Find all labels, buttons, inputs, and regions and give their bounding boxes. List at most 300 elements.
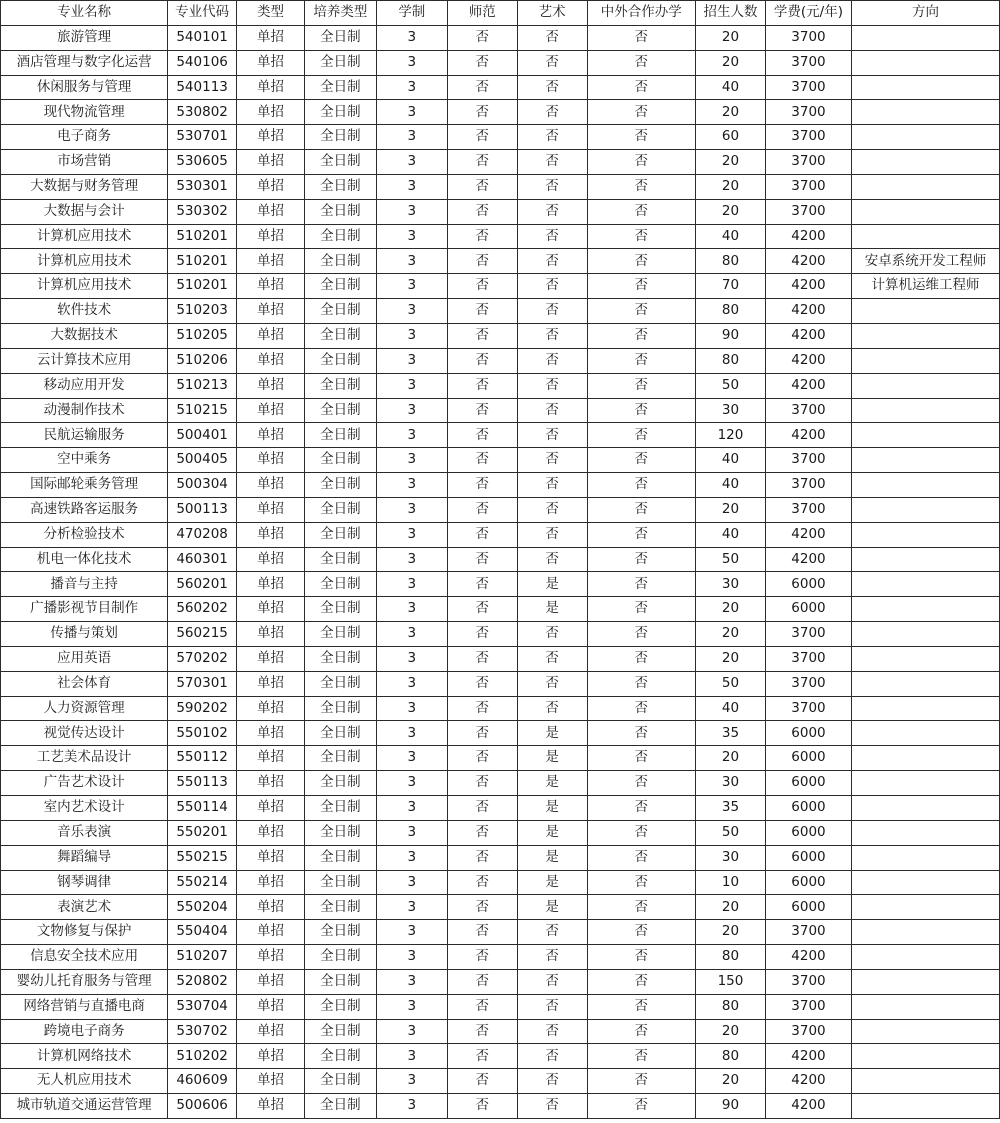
cell-major-code: 560202 bbox=[168, 597, 237, 622]
cell-sino-foreign: 否 bbox=[587, 1069, 695, 1094]
cell-direction bbox=[852, 646, 1000, 671]
cell-major-name: 休闲服务与管理 bbox=[1, 75, 168, 100]
cell-art: 否 bbox=[517, 373, 587, 398]
cell-major-name: 计算机应用技术 bbox=[1, 224, 168, 249]
cell-major-name: 移动应用开发 bbox=[1, 373, 168, 398]
cell-duration: 3 bbox=[376, 771, 447, 796]
cell-direction bbox=[852, 721, 1000, 746]
cell-training-type: 全日制 bbox=[304, 945, 376, 970]
cell-enrollment: 20 bbox=[696, 1019, 766, 1044]
cell-direction bbox=[852, 50, 1000, 75]
cell-training-type: 全日制 bbox=[304, 969, 376, 994]
table-row bbox=[1, 721, 1000, 746]
cell-sino-foreign: 否 bbox=[587, 721, 695, 746]
cell-direction: 计算机运维工程师 bbox=[852, 274, 1000, 299]
cell-normal-school: 否 bbox=[447, 75, 517, 100]
cell-art: 否 bbox=[517, 174, 587, 199]
cell-direction bbox=[852, 348, 1000, 373]
cell-normal-school: 否 bbox=[447, 870, 517, 895]
cell-enrollment: 30 bbox=[696, 845, 766, 870]
cell-enrollment: 50 bbox=[696, 671, 766, 696]
cell-duration: 3 bbox=[376, 945, 447, 970]
cell-duration: 3 bbox=[376, 323, 447, 348]
cell-major-code: 460301 bbox=[168, 547, 237, 572]
cell-training-type: 全日制 bbox=[304, 1094, 376, 1119]
cell-enrollment: 20 bbox=[696, 1069, 766, 1094]
cell-major-name: 软件技术 bbox=[1, 299, 168, 324]
cell-normal-school: 否 bbox=[447, 473, 517, 498]
cell-sino-foreign: 否 bbox=[587, 622, 695, 647]
table-row bbox=[1, 969, 1000, 994]
cell-duration: 3 bbox=[376, 1094, 447, 1119]
cell-art: 否 bbox=[517, 448, 587, 473]
cell-normal-school: 否 bbox=[447, 1019, 517, 1044]
cell-art: 否 bbox=[517, 497, 587, 522]
table-row bbox=[1, 820, 1000, 845]
cell-art: 否 bbox=[517, 945, 587, 970]
cell-major-code: 510201 bbox=[168, 274, 237, 299]
cell-art: 否 bbox=[517, 473, 587, 498]
cell-direction bbox=[852, 895, 1000, 920]
cell-major-code: 550215 bbox=[168, 845, 237, 870]
cell-direction bbox=[852, 323, 1000, 348]
cell-direction bbox=[852, 150, 1000, 175]
cell-sino-foreign: 否 bbox=[587, 771, 695, 796]
cell-sino-foreign: 否 bbox=[587, 373, 695, 398]
cell-duration: 3 bbox=[376, 497, 447, 522]
cell-sino-foreign: 否 bbox=[587, 50, 695, 75]
cell-direction bbox=[852, 920, 1000, 945]
table-row bbox=[1, 150, 1000, 175]
cell-direction bbox=[852, 199, 1000, 224]
table-row bbox=[1, 299, 1000, 324]
cell-major-name: 音乐表演 bbox=[1, 820, 168, 845]
cell-type: 单招 bbox=[237, 547, 305, 572]
cell-type: 单招 bbox=[237, 323, 305, 348]
cell-duration: 3 bbox=[376, 796, 447, 821]
cell-duration: 3 bbox=[376, 448, 447, 473]
cell-training-type: 全日制 bbox=[304, 522, 376, 547]
table-row bbox=[1, 572, 1000, 597]
cell-normal-school: 否 bbox=[447, 249, 517, 274]
cell-sino-foreign: 否 bbox=[587, 945, 695, 970]
cell-art: 否 bbox=[517, 920, 587, 945]
cell-tuition: 4200 bbox=[765, 249, 851, 274]
cell-normal-school: 否 bbox=[447, 299, 517, 324]
cell-training-type: 全日制 bbox=[304, 820, 376, 845]
cell-major-code: 500405 bbox=[168, 448, 237, 473]
cell-major-code: 530301 bbox=[168, 174, 237, 199]
cell-art: 是 bbox=[517, 597, 587, 622]
cell-type: 单招 bbox=[237, 994, 305, 1019]
cell-major-name: 动漫制作技术 bbox=[1, 398, 168, 423]
cell-duration: 3 bbox=[376, 1019, 447, 1044]
cell-direction bbox=[852, 572, 1000, 597]
cell-direction bbox=[852, 75, 1000, 100]
cell-duration: 3 bbox=[376, 696, 447, 721]
cell-direction bbox=[852, 25, 1000, 50]
cell-duration: 3 bbox=[376, 423, 447, 448]
cell-duration: 3 bbox=[376, 125, 447, 150]
cell-duration: 3 bbox=[376, 199, 447, 224]
cell-art: 否 bbox=[517, 224, 587, 249]
cell-direction bbox=[852, 125, 1000, 150]
cell-art: 否 bbox=[517, 696, 587, 721]
cell-enrollment: 35 bbox=[696, 796, 766, 821]
cell-type: 单招 bbox=[237, 771, 305, 796]
cell-type: 单招 bbox=[237, 796, 305, 821]
cell-enrollment: 20 bbox=[696, 150, 766, 175]
cell-sino-foreign: 否 bbox=[587, 969, 695, 994]
cell-normal-school: 否 bbox=[447, 696, 517, 721]
cell-enrollment: 20 bbox=[696, 199, 766, 224]
cell-major-code: 560215 bbox=[168, 622, 237, 647]
cell-tuition: 3700 bbox=[765, 1019, 851, 1044]
cell-sino-foreign: 否 bbox=[587, 746, 695, 771]
cell-major-code: 550112 bbox=[168, 746, 237, 771]
cell-training-type: 全日制 bbox=[304, 373, 376, 398]
cell-major-name: 计算机网络技术 bbox=[1, 1044, 168, 1069]
cell-training-type: 全日制 bbox=[304, 348, 376, 373]
cell-direction bbox=[852, 845, 1000, 870]
cell-enrollment: 80 bbox=[696, 348, 766, 373]
cell-normal-school: 否 bbox=[447, 199, 517, 224]
table-row bbox=[1, 1019, 1000, 1044]
cell-direction bbox=[852, 224, 1000, 249]
cell-tuition: 6000 bbox=[765, 597, 851, 622]
cell-major-name: 空中乘务 bbox=[1, 448, 168, 473]
table-row bbox=[1, 696, 1000, 721]
cell-enrollment: 50 bbox=[696, 820, 766, 845]
cell-major-name: 应用英语 bbox=[1, 646, 168, 671]
cell-direction bbox=[852, 522, 1000, 547]
cell-training-type: 全日制 bbox=[304, 746, 376, 771]
cell-sino-foreign: 否 bbox=[587, 845, 695, 870]
cell-art: 否 bbox=[517, 323, 587, 348]
cell-tuition: 3700 bbox=[765, 25, 851, 50]
cell-normal-school: 否 bbox=[447, 100, 517, 125]
cell-training-type: 全日制 bbox=[304, 994, 376, 1019]
cell-normal-school: 否 bbox=[447, 1069, 517, 1094]
cell-duration: 3 bbox=[376, 398, 447, 423]
cell-sino-foreign: 否 bbox=[587, 646, 695, 671]
table-row bbox=[1, 199, 1000, 224]
cell-type: 单招 bbox=[237, 671, 305, 696]
cell-training-type: 全日制 bbox=[304, 796, 376, 821]
cell-sino-foreign: 否 bbox=[587, 150, 695, 175]
cell-tuition: 3700 bbox=[765, 50, 851, 75]
cell-normal-school: 否 bbox=[447, 423, 517, 448]
cell-art: 否 bbox=[517, 522, 587, 547]
cell-enrollment: 20 bbox=[696, 597, 766, 622]
cell-tuition: 6000 bbox=[765, 820, 851, 845]
cell-art: 否 bbox=[517, 398, 587, 423]
cell-art: 是 bbox=[517, 746, 587, 771]
cell-art: 是 bbox=[517, 845, 587, 870]
cell-duration: 3 bbox=[376, 348, 447, 373]
cell-sino-foreign: 否 bbox=[587, 423, 695, 448]
cell-normal-school: 否 bbox=[447, 497, 517, 522]
cell-normal-school: 否 bbox=[447, 796, 517, 821]
cell-major-name: 大数据与会计 bbox=[1, 199, 168, 224]
cell-major-name: 旅游管理 bbox=[1, 25, 168, 50]
cell-major-name: 分析检验技术 bbox=[1, 522, 168, 547]
cell-art: 否 bbox=[517, 274, 587, 299]
cell-major-code: 540101 bbox=[168, 25, 237, 50]
cell-duration: 3 bbox=[376, 522, 447, 547]
cell-major-code: 500401 bbox=[168, 423, 237, 448]
cell-major-name: 网络营销与直播电商 bbox=[1, 994, 168, 1019]
cell-major-code: 510215 bbox=[168, 398, 237, 423]
cell-major-code: 510206 bbox=[168, 348, 237, 373]
cell-tuition: 4200 bbox=[765, 945, 851, 970]
cell-tuition: 4200 bbox=[765, 1094, 851, 1119]
cell-major-name: 现代物流管理 bbox=[1, 100, 168, 125]
cell-training-type: 全日制 bbox=[304, 75, 376, 100]
cell-duration: 3 bbox=[376, 969, 447, 994]
cell-training-type: 全日制 bbox=[304, 299, 376, 324]
cell-tuition: 4200 bbox=[765, 224, 851, 249]
cell-type: 单招 bbox=[237, 1044, 305, 1069]
cell-duration: 3 bbox=[376, 473, 447, 498]
table-row bbox=[1, 373, 1000, 398]
cell-art: 否 bbox=[517, 75, 587, 100]
cell-major-name: 高速铁路客运服务 bbox=[1, 497, 168, 522]
cell-art: 否 bbox=[517, 423, 587, 448]
cell-enrollment: 40 bbox=[696, 696, 766, 721]
cell-major-code: 530701 bbox=[168, 125, 237, 150]
cell-enrollment: 120 bbox=[696, 423, 766, 448]
cell-enrollment: 20 bbox=[696, 622, 766, 647]
cell-type: 单招 bbox=[237, 423, 305, 448]
cell-art: 是 bbox=[517, 870, 587, 895]
cell-direction bbox=[852, 1069, 1000, 1094]
cell-major-name: 文物修复与保护 bbox=[1, 920, 168, 945]
cell-major-name: 机电一体化技术 bbox=[1, 547, 168, 572]
cell-enrollment: 60 bbox=[696, 125, 766, 150]
cell-sino-foreign: 否 bbox=[587, 547, 695, 572]
cell-major-name: 计算机应用技术 bbox=[1, 249, 168, 274]
cell-sino-foreign: 否 bbox=[587, 994, 695, 1019]
cell-art: 否 bbox=[517, 622, 587, 647]
table-row bbox=[1, 746, 1000, 771]
cell-major-name: 播音与主持 bbox=[1, 572, 168, 597]
cell-art: 否 bbox=[517, 299, 587, 324]
cell-type: 单招 bbox=[237, 820, 305, 845]
cell-direction bbox=[852, 497, 1000, 522]
cell-training-type: 全日制 bbox=[304, 845, 376, 870]
cell-duration: 3 bbox=[376, 299, 447, 324]
cell-normal-school: 否 bbox=[447, 522, 517, 547]
cell-direction bbox=[852, 746, 1000, 771]
cell-major-code: 550404 bbox=[168, 920, 237, 945]
cell-tuition: 4200 bbox=[765, 373, 851, 398]
cell-type: 单招 bbox=[237, 448, 305, 473]
cell-tuition: 4200 bbox=[765, 1069, 851, 1094]
cell-normal-school: 否 bbox=[447, 895, 517, 920]
cell-direction bbox=[852, 1019, 1000, 1044]
cell-training-type: 全日制 bbox=[304, 671, 376, 696]
cell-training-type: 全日制 bbox=[304, 1044, 376, 1069]
cell-art: 是 bbox=[517, 895, 587, 920]
cell-normal-school: 否 bbox=[447, 622, 517, 647]
column-header: 师范 bbox=[447, 1, 517, 26]
cell-major-code: 530302 bbox=[168, 199, 237, 224]
cell-training-type: 全日制 bbox=[304, 870, 376, 895]
cell-tuition: 4200 bbox=[765, 323, 851, 348]
cell-major-code: 530605 bbox=[168, 150, 237, 175]
cell-tuition: 6000 bbox=[765, 746, 851, 771]
cell-major-code: 500606 bbox=[168, 1094, 237, 1119]
cell-training-type: 全日制 bbox=[304, 249, 376, 274]
cell-enrollment: 80 bbox=[696, 299, 766, 324]
cell-enrollment: 20 bbox=[696, 895, 766, 920]
cell-type: 单招 bbox=[237, 1094, 305, 1119]
cell-duration: 3 bbox=[376, 150, 447, 175]
cell-type: 单招 bbox=[237, 1019, 305, 1044]
cell-major-code: 590202 bbox=[168, 696, 237, 721]
cell-direction bbox=[852, 671, 1000, 696]
cell-sino-foreign: 否 bbox=[587, 224, 695, 249]
cell-sino-foreign: 否 bbox=[587, 100, 695, 125]
cell-duration: 3 bbox=[376, 373, 447, 398]
table-row bbox=[1, 50, 1000, 75]
cell-direction bbox=[852, 100, 1000, 125]
table-row bbox=[1, 174, 1000, 199]
cell-major-code: 550113 bbox=[168, 771, 237, 796]
table-row bbox=[1, 870, 1000, 895]
cell-type: 单招 bbox=[237, 224, 305, 249]
cell-enrollment: 20 bbox=[696, 25, 766, 50]
cell-tuition: 3700 bbox=[765, 622, 851, 647]
cell-major-name: 计算机应用技术 bbox=[1, 274, 168, 299]
cell-normal-school: 否 bbox=[447, 1094, 517, 1119]
cell-enrollment: 20 bbox=[696, 920, 766, 945]
cell-type: 单招 bbox=[237, 721, 305, 746]
cell-major-code: 510203 bbox=[168, 299, 237, 324]
cell-tuition: 4200 bbox=[765, 547, 851, 572]
cell-duration: 3 bbox=[376, 274, 447, 299]
cell-major-name: 传播与策划 bbox=[1, 622, 168, 647]
cell-type: 单招 bbox=[237, 845, 305, 870]
cell-type: 单招 bbox=[237, 920, 305, 945]
table-row bbox=[1, 845, 1000, 870]
cell-type: 单招 bbox=[237, 497, 305, 522]
cell-training-type: 全日制 bbox=[304, 1019, 376, 1044]
cell-duration: 3 bbox=[376, 895, 447, 920]
cell-tuition: 3700 bbox=[765, 150, 851, 175]
cell-sino-foreign: 否 bbox=[587, 199, 695, 224]
cell-tuition: 6000 bbox=[765, 721, 851, 746]
cell-sino-foreign: 否 bbox=[587, 522, 695, 547]
cell-enrollment: 20 bbox=[696, 646, 766, 671]
cell-major-name: 跨境电子商务 bbox=[1, 1019, 168, 1044]
table-row bbox=[1, 622, 1000, 647]
cell-normal-school: 否 bbox=[447, 969, 517, 994]
cell-normal-school: 否 bbox=[447, 671, 517, 696]
cell-tuition: 3700 bbox=[765, 100, 851, 125]
cell-normal-school: 否 bbox=[447, 572, 517, 597]
cell-training-type: 全日制 bbox=[304, 696, 376, 721]
cell-training-type: 全日制 bbox=[304, 25, 376, 50]
cell-normal-school: 否 bbox=[447, 25, 517, 50]
table-row bbox=[1, 274, 1000, 299]
cell-type: 单招 bbox=[237, 572, 305, 597]
cell-major-code: 500113 bbox=[168, 497, 237, 522]
cell-tuition: 6000 bbox=[765, 870, 851, 895]
cell-training-type: 全日制 bbox=[304, 1069, 376, 1094]
cell-direction bbox=[852, 1044, 1000, 1069]
cell-art: 否 bbox=[517, 1019, 587, 1044]
cell-major-name: 舞蹈编导 bbox=[1, 845, 168, 870]
cell-major-code: 550204 bbox=[168, 895, 237, 920]
cell-training-type: 全日制 bbox=[304, 50, 376, 75]
cell-major-code: 540106 bbox=[168, 50, 237, 75]
cell-major-name: 云计算技术应用 bbox=[1, 348, 168, 373]
cell-major-name: 广告艺术设计 bbox=[1, 771, 168, 796]
cell-training-type: 全日制 bbox=[304, 224, 376, 249]
cell-training-type: 全日制 bbox=[304, 497, 376, 522]
cell-major-code: 530704 bbox=[168, 994, 237, 1019]
cell-tuition: 4200 bbox=[765, 299, 851, 324]
table-body bbox=[1, 25, 1000, 1118]
cell-tuition: 6000 bbox=[765, 796, 851, 821]
cell-art: 否 bbox=[517, 646, 587, 671]
cell-type: 单招 bbox=[237, 25, 305, 50]
cell-art: 否 bbox=[517, 100, 587, 125]
table-row bbox=[1, 497, 1000, 522]
cell-normal-school: 否 bbox=[447, 348, 517, 373]
column-header: 招生人数 bbox=[696, 1, 766, 26]
table-row bbox=[1, 473, 1000, 498]
cell-sino-foreign: 否 bbox=[587, 796, 695, 821]
cell-normal-school: 否 bbox=[447, 771, 517, 796]
cell-sino-foreign: 否 bbox=[587, 125, 695, 150]
cell-enrollment: 50 bbox=[696, 373, 766, 398]
cell-direction bbox=[852, 969, 1000, 994]
cell-normal-school: 否 bbox=[447, 50, 517, 75]
cell-tuition: 3700 bbox=[765, 671, 851, 696]
cell-type: 单招 bbox=[237, 969, 305, 994]
cell-enrollment: 150 bbox=[696, 969, 766, 994]
cell-sino-foreign: 否 bbox=[587, 398, 695, 423]
cell-duration: 3 bbox=[376, 845, 447, 870]
cell-major-code: 560201 bbox=[168, 572, 237, 597]
cell-sino-foreign: 否 bbox=[587, 75, 695, 100]
cell-sino-foreign: 否 bbox=[587, 25, 695, 50]
cell-major-code: 550114 bbox=[168, 796, 237, 821]
cell-major-code: 550214 bbox=[168, 870, 237, 895]
cell-duration: 3 bbox=[376, 572, 447, 597]
cell-duration: 3 bbox=[376, 224, 447, 249]
cell-major-code: 570202 bbox=[168, 646, 237, 671]
table-row bbox=[1, 771, 1000, 796]
cell-tuition: 4200 bbox=[765, 348, 851, 373]
table-row bbox=[1, 1094, 1000, 1119]
cell-type: 单招 bbox=[237, 75, 305, 100]
cell-type: 单招 bbox=[237, 373, 305, 398]
cell-enrollment: 20 bbox=[696, 497, 766, 522]
cell-training-type: 全日制 bbox=[304, 398, 376, 423]
cell-enrollment: 40 bbox=[696, 522, 766, 547]
table-row bbox=[1, 224, 1000, 249]
cell-training-type: 全日制 bbox=[304, 920, 376, 945]
table-row bbox=[1, 646, 1000, 671]
cell-normal-school: 否 bbox=[447, 398, 517, 423]
table-row bbox=[1, 547, 1000, 572]
cell-tuition: 3700 bbox=[765, 398, 851, 423]
cell-major-code: 470208 bbox=[168, 522, 237, 547]
